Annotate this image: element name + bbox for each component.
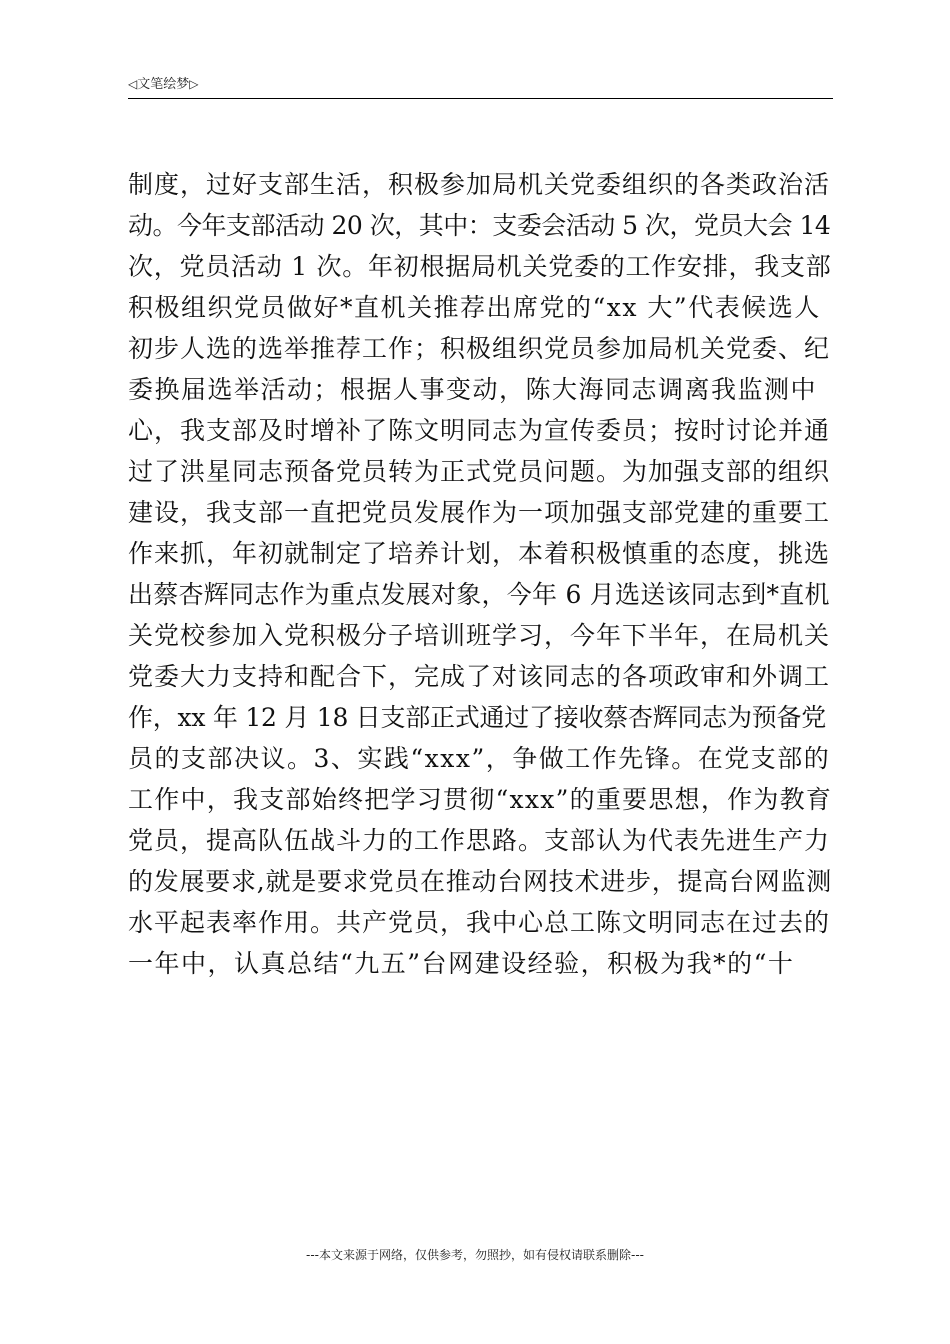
body-line: 水平起表率作用。共产党员，我中心总工陈文明同志在过去的: [128, 908, 831, 937]
body-line: 作，xx 年 12 月 18 日支部正式通过了接收蔡杏辉同志为预备党: [128, 703, 827, 732]
body-line: 党员，提高队伍战斗力的工作思路。支部认为代表先进生产力: [128, 826, 831, 855]
body-line: 的发展要求,就是要求党员在推动台网技术进步，提高台网监测: [128, 867, 832, 896]
body-line: 出蔡杏辉同志作为重点发展对象，今年 6 月选送该同志到*直机: [128, 580, 830, 609]
page-footer: ---本文来源于网络，仅供参考，勿照抄，如有侵权请联系删除---: [306, 1248, 644, 1262]
page-header: [128, 76, 833, 99]
body-line: 作来抓，年初就制定了培养计划，本着积极慎重的态度，挑选: [128, 539, 831, 568]
body-line: 过了洪星同志预备党员转为正式党员问题。为加强支部的组织: [128, 457, 831, 486]
body-line: 一年中，认真总结“九五”台网建设经验，积极为我*的“十: [128, 949, 795, 978]
body-line: 心，我支部及时增补了陈文明同志为宣传委员；按时讨论并通: [128, 416, 831, 445]
body-line: 初步人选的选举推荐工作；积极组织党员参加局机关党委、纪: [128, 334, 831, 363]
header-title: 文笔绘梦: [137, 77, 190, 92]
left-triangle-icon: ◁: [128, 77, 138, 91]
header-title-group: [128, 76, 198, 93]
right-triangle-icon: ▷: [189, 77, 199, 91]
document-body: [128, 164, 833, 984]
body-line: 建设，我支部一直把党员发展作为一项加强支部党建的重要工: [128, 498, 831, 527]
body-line: 动。今年支部活动 20 次，其中：支委会活动 5 次，党员大会 14: [128, 211, 831, 240]
body-line: 委换届选举活动；根据人事变动，陈大海同志调离我监测中: [128, 375, 818, 404]
body-line: 积极组织党员做好*直机关推荐出席党的“xx 大”代表候选人: [128, 293, 821, 322]
body-line: 制度，过好支部生活，积极参加局机关党委组织的各类政治活: [128, 170, 831, 199]
body-line: 次，党员活动 1 次。年初根据局机关党委的工作安排，我支部: [128, 252, 832, 281]
body-line: 党委大力支持和配合下，完成了对该同志的各项政审和外调工: [128, 662, 831, 691]
body-line: 员的支部决议。3、实践“xxx”，争做工作先锋。在党支部的: [128, 744, 831, 773]
body-line: 工作中，我支部始终把学习贯彻“xxx”的重要思想，作为教育: [128, 785, 833, 814]
body-line: 关党校参加入党积极分子培训班学习，今年下半年，在局机关: [128, 621, 831, 650]
